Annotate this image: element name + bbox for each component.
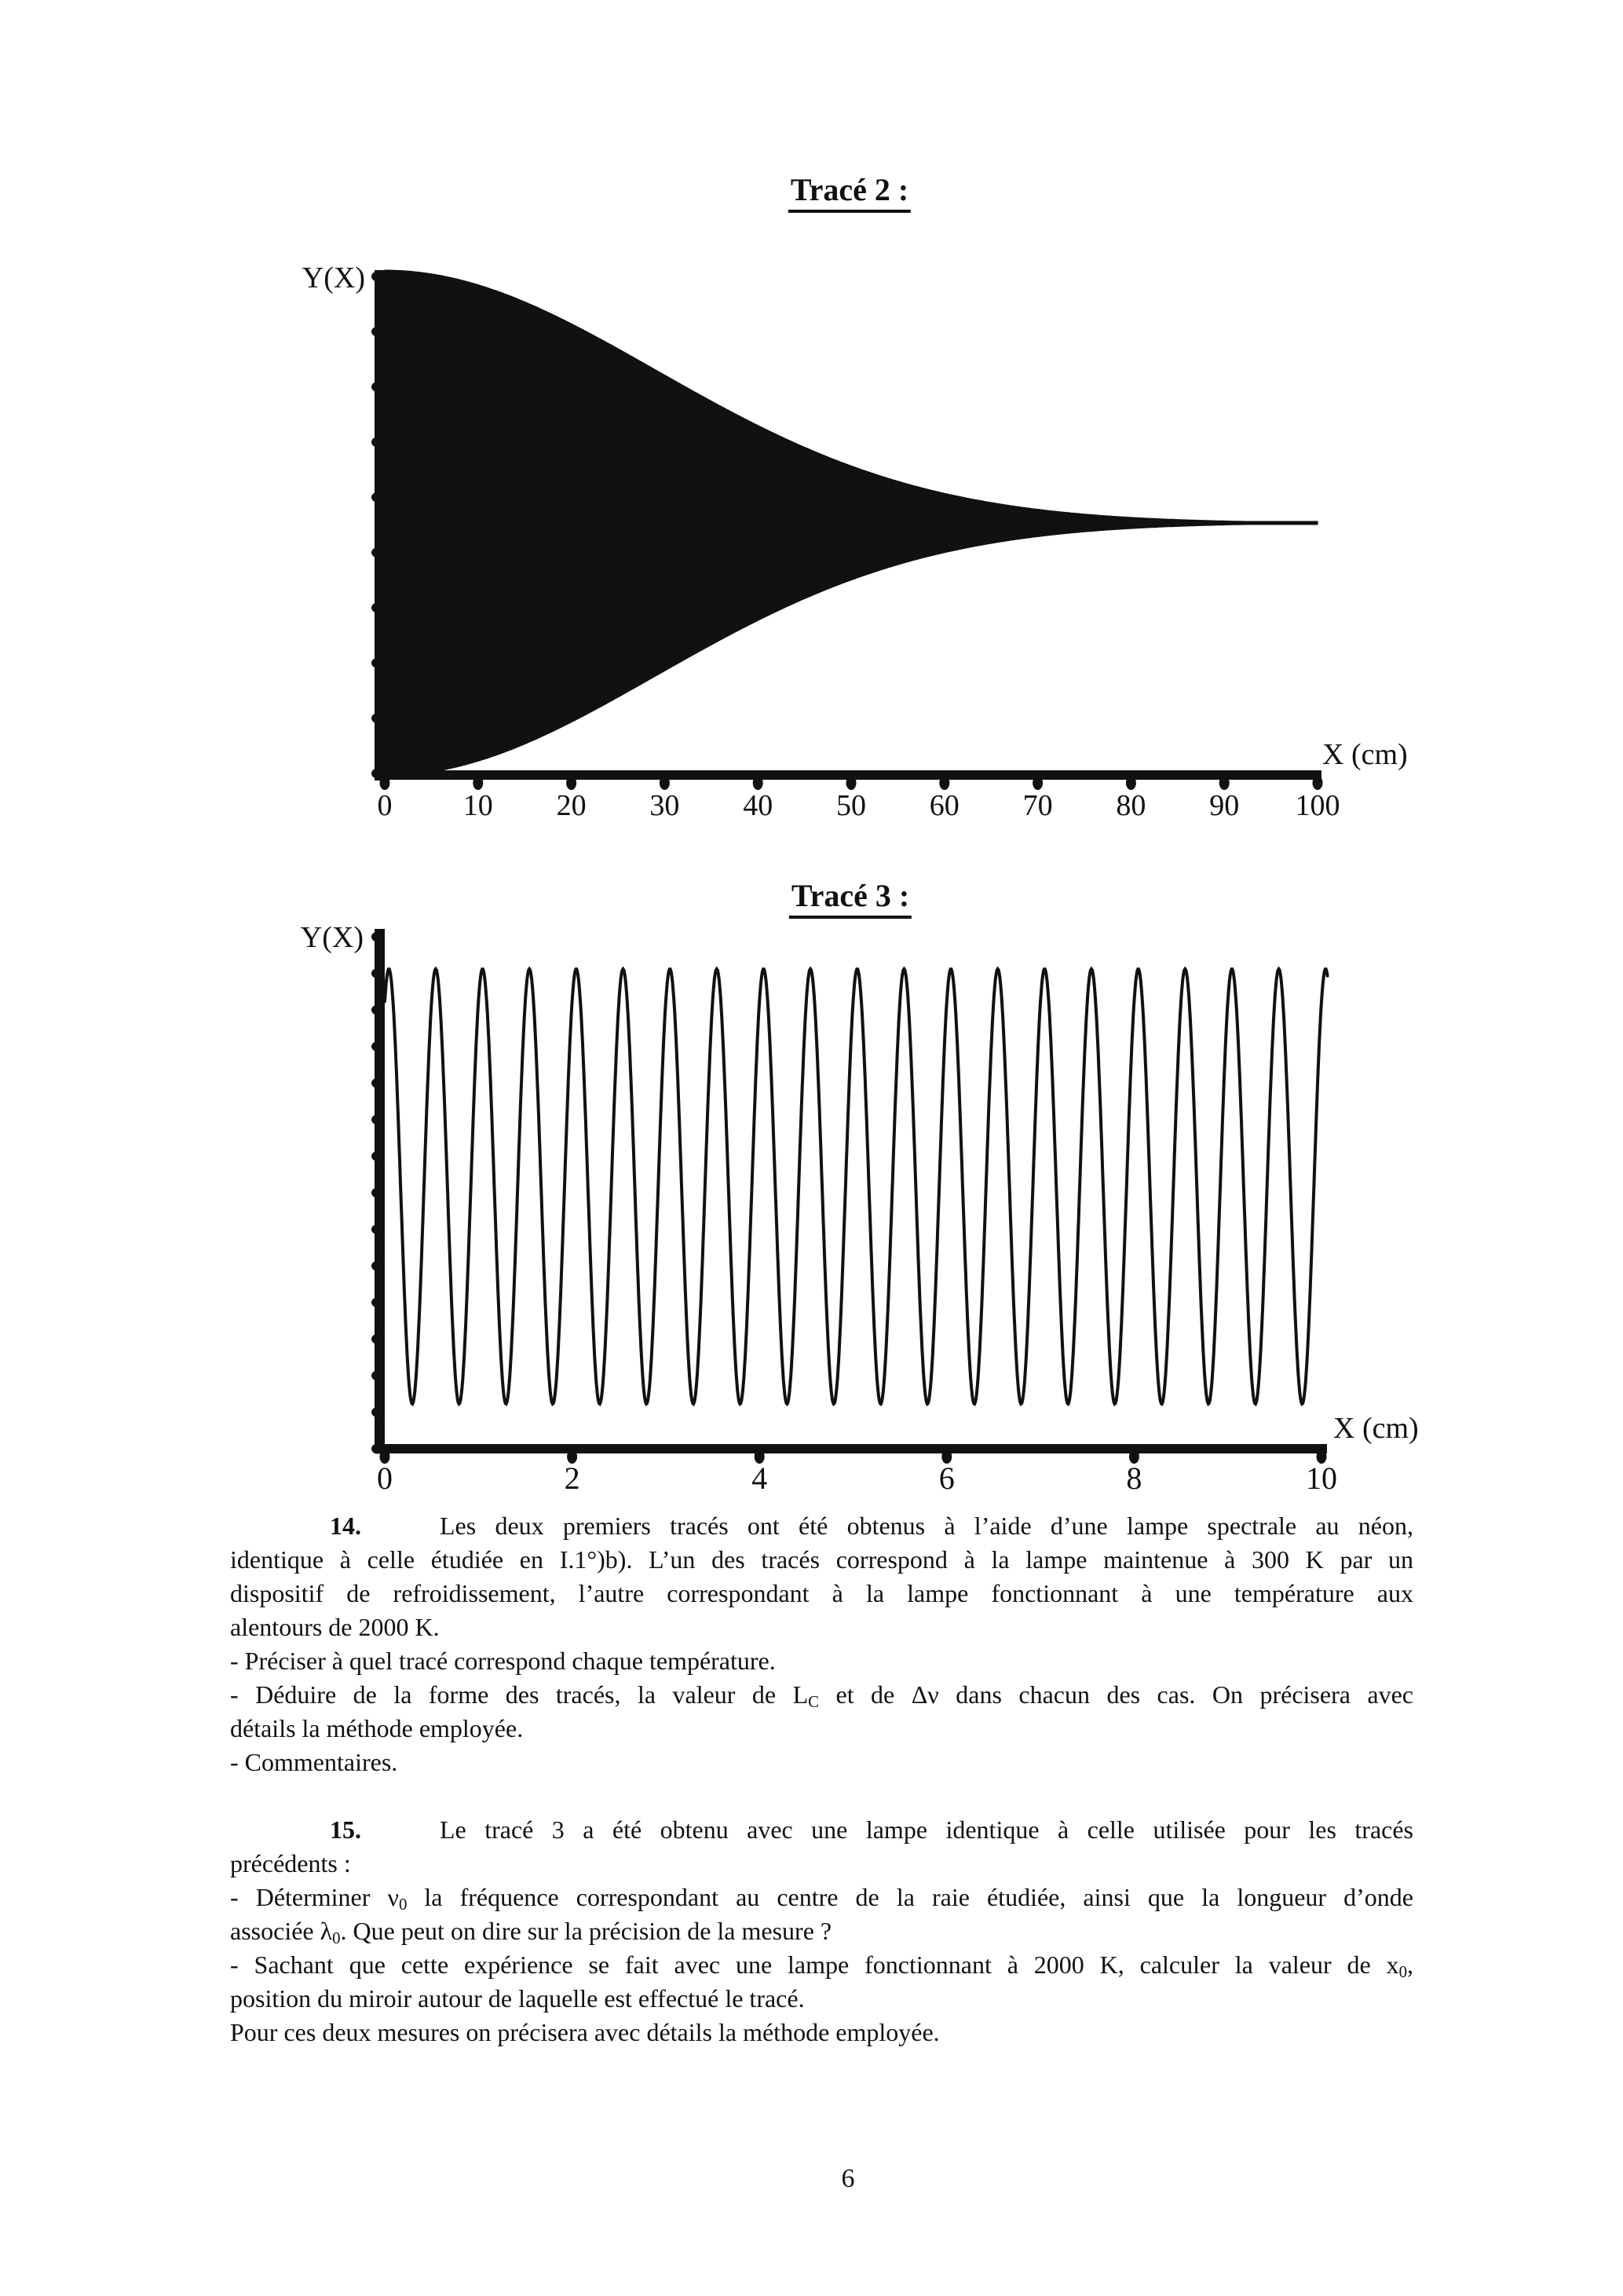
plot2-ylabel: Y(X) — [300, 921, 364, 954]
plot1-y-tick-dot — [371, 327, 384, 337]
plot1-x-tick-dot — [846, 776, 857, 790]
text-run: - Déduire de la forme des tracés, la valeur de L — [230, 1680, 809, 1709]
question-number: 15. — [330, 1815, 361, 1844]
subscript: C — [808, 1693, 820, 1712]
plot1-interferogram-envelope — [385, 270, 1318, 776]
text-line — [230, 1644, 1413, 1678]
text-line — [230, 1914, 1413, 1948]
text-line — [230, 1543, 1413, 1577]
text-line — [230, 1948, 1413, 1982]
plot2-y-tick-dot — [371, 1005, 384, 1015]
text-run: Pour ces deux mesures on précisera avec détails la méthode employée. — [230, 2018, 940, 2046]
text-line — [230, 1678, 1413, 1712]
plot2-x-tick-label: 6 — [938, 1461, 955, 1496]
plot1-x-tick-label: 10 — [462, 789, 493, 822]
text-run: Le tracé 3 a été obtenu avec une lampe identique à celle utilisée pour les tracés — [440, 1815, 1413, 1844]
figure-title-trace-3: Tracé 3 : — [789, 877, 912, 919]
plot2-y-tick-dot — [371, 932, 384, 942]
plot2-y-tick-dot — [371, 1151, 384, 1161]
plot2-y-tick-dot — [371, 1114, 384, 1124]
plot1-y-tick-dot — [371, 658, 384, 668]
plot1-y-tick-dot — [371, 437, 384, 448]
text-line — [230, 1982, 1413, 2016]
plot2-y-tick-dot — [371, 1297, 384, 1307]
text-line — [230, 1813, 1413, 1847]
text-run: et de Δν dans chacun des cas. On précisera avec — [819, 1680, 1414, 1709]
plot1-y-tick-dot — [371, 547, 384, 558]
plot1-x-tick-dot — [939, 776, 949, 790]
plot2-x-tick-label: 2 — [564, 1461, 580, 1496]
text-run: Les deux premiers tracés ont été obtenus à l’aide d’une lampe spectrale au néon, — [440, 1512, 1413, 1540]
text-line — [230, 1610, 1413, 1644]
plot1-x-tick-label: 80 — [1116, 789, 1146, 822]
plot2-xlabel: X (cm) — [1333, 1412, 1419, 1445]
text-run: - Commentaires. — [230, 1748, 398, 1776]
plot2-y-tick-dot — [371, 1261, 384, 1271]
text-line — [230, 1847, 1413, 1881]
text-run: précédents : — [230, 1849, 351, 1877]
figure-title-trace-2: Tracé 2 : — [788, 171, 911, 213]
plot1-x-tick-label: 50 — [836, 789, 866, 822]
plot1-x-tick-dot — [1313, 776, 1323, 790]
plot1-x-tick-dot — [1033, 776, 1043, 790]
question-number: 14. — [330, 1512, 361, 1540]
plot1-x-tick-label: 20 — [556, 789, 587, 822]
text-run: la fréquence correspondant au centre de la raie étudiée, ainsi que la longueur d’onde — [407, 1883, 1414, 1911]
text-run: , — [1407, 1951, 1413, 1979]
plot2-x-tick-label: 4 — [751, 1461, 768, 1496]
text-line — [230, 1779, 1413, 1813]
plot1-x-tick-dot — [1219, 776, 1230, 790]
plot2-x-tick-label: 10 — [1306, 1461, 1337, 1496]
plot1-y-tick-dot — [371, 492, 384, 503]
plot1-y-tick-dot — [371, 272, 384, 282]
text-run: - Sachant que cette expérience se fait avec une lampe fonctionnant à 2000 K, calculer la valeur de x — [230, 1951, 1399, 1979]
plot2-y-tick-dot — [371, 968, 384, 978]
text-line — [230, 1712, 1413, 1746]
plot1-x-tick-dot — [473, 776, 483, 790]
plot1-y-tick-dot — [371, 713, 384, 723]
plot1-x-tick-label: 90 — [1209, 789, 1240, 822]
plot1-y-tick-dot — [371, 382, 384, 392]
plot1-x-tick-label: 100 — [1295, 789, 1340, 822]
subscript: 0 — [332, 1929, 341, 1948]
plot1-x-tick-dot — [660, 776, 670, 790]
plot1-x-tick-label: 70 — [1022, 789, 1053, 822]
text-run: - Déterminer ν — [230, 1883, 399, 1911]
plot2-x-axis — [375, 1444, 1327, 1453]
plot2-y-tick-dot — [371, 1078, 384, 1088]
plot2-y-tick-dot — [371, 1370, 384, 1380]
plot2-x-tick-label: 0 — [377, 1461, 393, 1496]
text-run: détails la méthode employée. — [230, 1714, 524, 1742]
plot1-y-axis — [375, 270, 385, 781]
plot2-y-tick-dot — [371, 1041, 384, 1051]
plot1-x-tick-label: 60 — [929, 789, 960, 822]
subscript: 0 — [1398, 1963, 1407, 1982]
plot1-x-tick-label: 30 — [649, 789, 680, 822]
text-run: dispositif de refroidissement, l’autre correspondant à la lampe fonctionnant à une température aux — [230, 1579, 1413, 1607]
text-line — [230, 1746, 1413, 1779]
text-run: - Préciser à quel tracé correspond chaque température. — [230, 1647, 776, 1675]
text-line — [230, 1577, 1413, 1610]
plot2-y-tick-dot — [371, 1224, 384, 1234]
plot1-x-tick-dot — [380, 776, 390, 790]
plot1-y-tick-dot — [371, 603, 384, 613]
plot2-y-tick-dot — [371, 1188, 384, 1198]
text-run: position du miroir autour de laquelle est effectué le tracé. — [230, 1984, 805, 2013]
plot1-x-tick-label: 40 — [743, 789, 773, 822]
plot2-sinusoid-curve — [385, 969, 1328, 1404]
text-line — [230, 2016, 1413, 2049]
plot1-x-tick-dot — [753, 776, 763, 790]
subscript: 0 — [398, 1896, 408, 1914]
text-line — [230, 1881, 1413, 1914]
text-line — [230, 1509, 1413, 1543]
questions-text-block — [230, 1509, 1413, 2049]
text-run: associée λ — [230, 1917, 333, 1945]
text-run: alentours de 2000 K. — [230, 1613, 440, 1641]
plot2-x-tick-label: 8 — [1126, 1461, 1142, 1496]
text-run: . Que peut on dire sur la précision de la mesure ? — [340, 1917, 832, 1945]
plot1-x-tick-label: 0 — [377, 789, 393, 822]
plot1-ylabel: Y(X) — [302, 261, 365, 294]
text-run: identique à celle étudiée en I.1°)b). L’un des tracés correspond à la lampe maintenue à 300 K par un — [230, 1545, 1413, 1574]
page-number: 6 — [841, 2164, 855, 2193]
plot1-xlabel: X (cm) — [1322, 738, 1408, 771]
plot2-y-tick-dot — [371, 1407, 384, 1417]
plot2-y-tick-dot — [371, 1334, 384, 1344]
plot1-x-tick-dot — [566, 776, 576, 790]
plot1-x-tick-dot — [1126, 776, 1136, 790]
